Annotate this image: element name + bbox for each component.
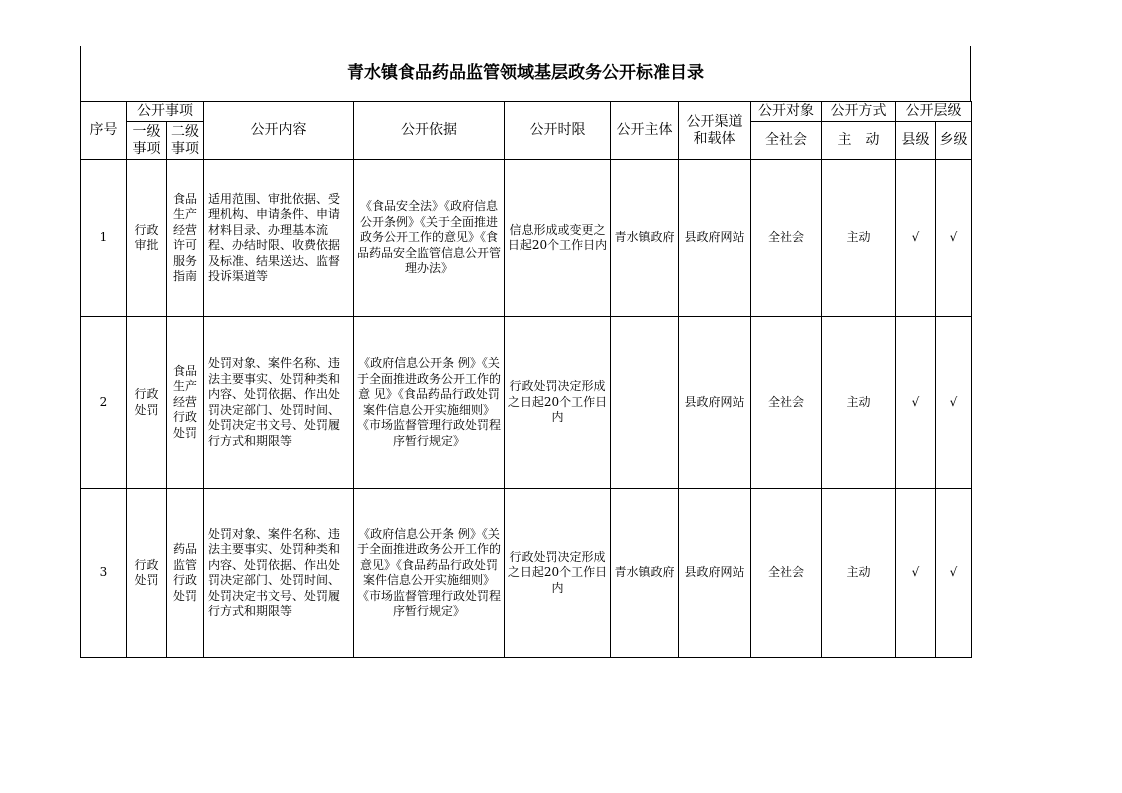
row-method: 主动 bbox=[822, 489, 896, 658]
header-channel: 公开渠道和载体 bbox=[679, 102, 751, 160]
row-county-check: √ bbox=[896, 317, 936, 489]
row-basis: 《政府信息公开条 例》《关于全面推进政务公开工作的意 见》《食品药品行政处罚案件信息公开实施细则》《市场监督管理行政处罚程序暂行规定》 bbox=[354, 317, 505, 489]
row-channel: 县政府网站 bbox=[679, 160, 751, 317]
row-time-limit: 行政处罚决定形成之日起20个工作日内 bbox=[505, 489, 611, 658]
header-time-limit: 公开时限 bbox=[505, 102, 611, 160]
row-channel: 县政府网站 bbox=[679, 489, 751, 658]
header-subject: 公开主体 bbox=[611, 102, 679, 160]
row-level1: 行政审批 bbox=[127, 160, 167, 317]
row-target: 全社会 bbox=[751, 317, 822, 489]
header-township: 乡级 bbox=[936, 122, 972, 160]
row-seq: 1 bbox=[81, 160, 127, 317]
row-method: 主动 bbox=[822, 160, 896, 317]
header-basis: 公开依据 bbox=[354, 102, 505, 160]
catalog-table bbox=[80, 101, 972, 658]
row-subject: 青水镇政府 bbox=[611, 160, 679, 317]
row-level2: 食品生产经营许可服务指南 bbox=[167, 160, 204, 317]
header-level2: 二级事项 bbox=[167, 122, 204, 160]
row-basis: 《食品安全法》《政府信息公开条例》《关于全面推进政务公开工作的意见》《食品药品安全监管信息公开管理办法》 bbox=[354, 160, 505, 317]
header-content: 公开内容 bbox=[204, 102, 354, 160]
row-seq: 3 bbox=[81, 489, 127, 658]
row-township-check: √ bbox=[936, 160, 972, 317]
row-level2: 食品生产经营行政处罚 bbox=[167, 317, 204, 489]
row-basis: 《政府信息公开条 例》《关于全面推进政务公开工作的意见》《食品药品行政处罚案件信息公开实施细则》《市场监督管理行政处罚程序暂行规定》 bbox=[354, 489, 505, 658]
header-level1: 一级事项 bbox=[127, 122, 167, 160]
row-channel: 县政府网站 bbox=[679, 317, 751, 489]
table-row bbox=[81, 489, 972, 658]
row-county-check: √ bbox=[896, 489, 936, 658]
row-level1: 行政处罚 bbox=[127, 489, 167, 658]
header-target-group: 公开对象 bbox=[751, 102, 822, 122]
row-township-check: √ bbox=[936, 317, 972, 489]
row-target: 全社会 bbox=[751, 160, 822, 317]
row-subject bbox=[611, 317, 679, 489]
table-row bbox=[81, 160, 972, 317]
header-county: 县级 bbox=[896, 122, 936, 160]
header-items-group: 公开事项 bbox=[127, 102, 204, 122]
row-content: 处罚对象、案件名称、违法主要事实、处罚种类和内容、处罚依据、作出处罚决定部门、处罚时间、处罚决定书文号、处罚履行方式和期限等 bbox=[204, 489, 354, 658]
row-subject: 青水镇政府 bbox=[611, 489, 679, 658]
header-level-group: 公开层级 bbox=[896, 102, 972, 122]
row-level1: 行政处罚 bbox=[127, 317, 167, 489]
row-content: 适用范围、审批依据、受理机构、申请条件、申请材料目录、办理基本流程、办结时限、收费依据及标准、结果送达、监督投诉渠道等 bbox=[204, 160, 354, 317]
row-level2: 药品监管行政处罚 bbox=[167, 489, 204, 658]
row-method: 主动 bbox=[822, 317, 896, 489]
catalog-sheet bbox=[80, 46, 971, 658]
row-content: 处罚对象、案件名称、违法主要事实、处罚种类和内容、处罚依据、作出处罚决定部门、处罚时间、处罚决定书文号、处罚履行方式和期限等 bbox=[204, 317, 354, 489]
row-target: 全社会 bbox=[751, 489, 822, 658]
row-seq: 2 bbox=[81, 317, 127, 489]
row-time-limit: 信息形成或变更之日起20个工作日内 bbox=[505, 160, 611, 317]
row-time-limit: 行政处罚决定形成之日起20个工作日内 bbox=[505, 317, 611, 489]
table-row bbox=[81, 317, 972, 489]
row-township-check: √ bbox=[936, 489, 972, 658]
header-target-all: 全社会 bbox=[751, 122, 822, 160]
header-method-active: 主 动 bbox=[822, 122, 896, 160]
row-county-check: √ bbox=[896, 160, 936, 317]
document-title: 青水镇食品药品监管领域基层政务公开标准目录 bbox=[347, 63, 704, 83]
header-method-group: 公开方式 bbox=[822, 102, 896, 122]
header-seq: 序号 bbox=[81, 102, 127, 160]
